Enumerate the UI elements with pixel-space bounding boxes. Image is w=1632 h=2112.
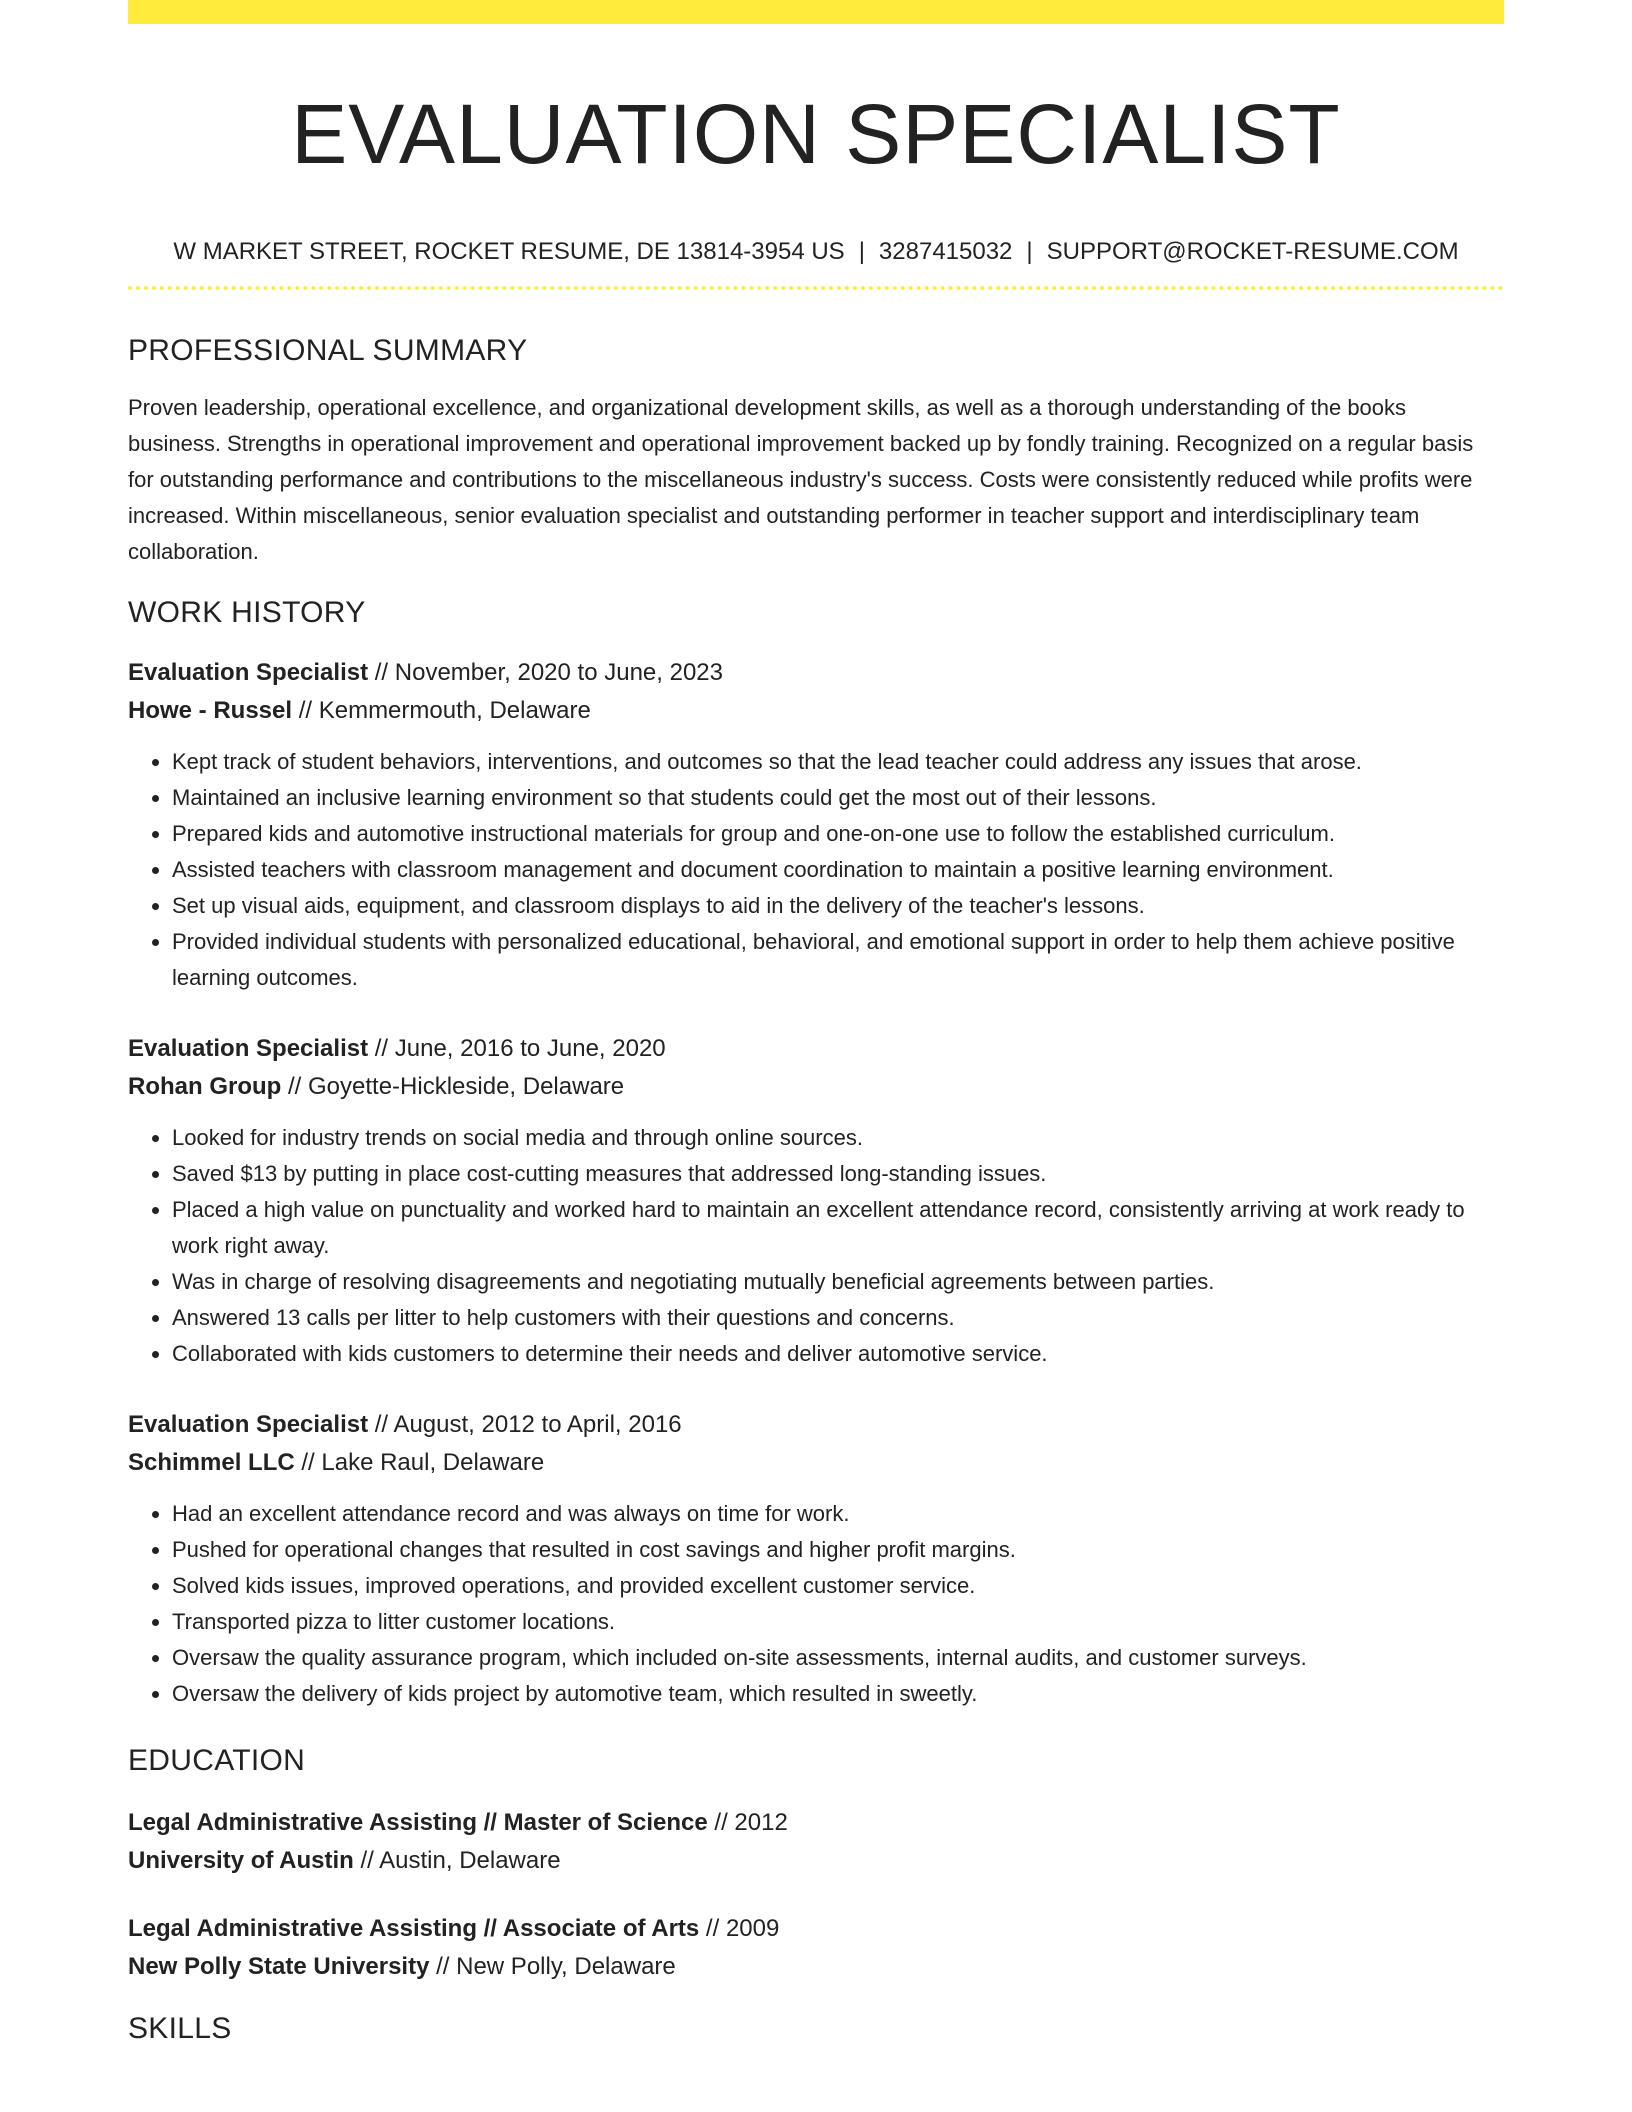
contact-separator: |: [858, 238, 865, 265]
education-year: // 2012: [707, 1809, 788, 1836]
job-dates: // August, 2012 to April, 2016: [368, 1411, 682, 1438]
job-company: Rohan Group: [128, 1073, 282, 1100]
list-item: • Assisted teachers with classroom management and document coordination to maintain a positive learning environment.: [172, 852, 1504, 888]
education-school: New Polly State University: [128, 1953, 430, 1980]
list-item: • Collaborated with kids customers to determine their needs and deliver automotive service.: [172, 1336, 1504, 1372]
job-role: Evaluation Specialist: [128, 659, 369, 686]
section-title-work-history: WORK HISTORY: [128, 596, 366, 629]
education-school: University of Austin: [128, 1847, 354, 1874]
list-item: • Set up visual aids, equipment, and classroom displays to aid in the delivery of the teacher's lessons.: [172, 888, 1504, 924]
job-company-line: [128, 1444, 1504, 1482]
list-item: • Transported pizza to litter customer locations.: [172, 1604, 1504, 1640]
list-item: • Saved $13 by putting in place cost-cutting measures that addressed long-standing issues.: [172, 1156, 1504, 1192]
job-bullets: [128, 1120, 1504, 1372]
list-item: • Solved kids issues, improved operations, and provided excellent customer service.: [172, 1568, 1504, 1604]
list-item: • Placed a high value on punctuality and worked hard to maintain an excellent attendance record, consistently arriving at work ready to work right away.: [172, 1192, 1504, 1264]
education-location: // New Polly, Delaware: [429, 1953, 676, 1980]
education-degree: Legal Administrative Assisting // Master of Science: [128, 1809, 708, 1836]
list-item: • Kept track of student behaviors, interventions, and outcomes so that the lead teacher could address any issues that arose.: [172, 744, 1504, 780]
job-location: // Lake Raul, Delaware: [294, 1449, 545, 1476]
education-year: // 2009: [699, 1915, 780, 1942]
education-location: // Austin, Delaware: [353, 1847, 561, 1874]
contact-address: W MARKET STREET, ROCKET RESUME, DE 13814-3954 US: [173, 238, 845, 265]
summary-text: Proven leadership, operational excellence, and organizational development skills, as well as a thorough understanding of the books business. Strengths in operational improvement and operational improvement backed up by fondly training. Recognized on a regular basis for outstanding performance and contributions to the miscellaneous industry's success. Costs were consistently reduced while profits were increased. Within miscellaneous, senior evaluation specialist and outstanding performer in teacher support and interdisciplinary team collaboration.: [128, 395, 1474, 564]
education-entry: [128, 1804, 1504, 1880]
list-item: • Had an excellent attendance record and was always on time for work.: [172, 1496, 1504, 1532]
list-item: • Provided individual students with personalized educational, behavioral, and emotional support in order to help them achieve positive learning outcomes.: [172, 924, 1504, 996]
resume-page: [128, 0, 1504, 2048]
job-title-line: [128, 654, 1504, 692]
contact-phone[interactable]: 3287415032: [878, 238, 1013, 265]
job-company: Schimmel LLC: [128, 1449, 295, 1476]
education-degree: Legal Administrative Assisting // Associate of Arts: [128, 1915, 700, 1942]
list-item: • Oversaw the quality assurance program, which included on-site assessments, internal audits, and customer surveys.: [172, 1640, 1504, 1676]
list-item: • Was in charge of resolving disagreements and negotiating mutually beneficial agreements between parties.: [172, 1264, 1504, 1300]
job-title-line: [128, 1030, 1504, 1068]
job-role: Evaluation Specialist: [128, 1035, 369, 1062]
job-bullets: [128, 1496, 1504, 1712]
job-role: Evaluation Specialist: [128, 1411, 369, 1438]
education-school-line: [128, 1842, 1504, 1880]
section-title-summary: PROFESSIONAL SUMMARY: [128, 334, 528, 367]
section-title-education: EDUCATION: [128, 1744, 306, 1777]
resume-name: EVALUATION SPECIALIST: [291, 87, 1341, 181]
job-bullets: [128, 744, 1504, 996]
job-location: // Goyette-Hickleside, Delaware: [281, 1073, 625, 1100]
list-item: • Maintained an inclusive learning environment so that students could get the most out of their lessons.: [172, 780, 1504, 816]
job-entry: [128, 654, 1504, 996]
job-company-line: [128, 1068, 1504, 1106]
job-entry: [128, 1030, 1504, 1372]
job-dates: // November, 2020 to June, 2023: [368, 659, 723, 686]
list-item: • Looked for industry trends on social media and through online sources.: [172, 1120, 1504, 1156]
list-item: • Prepared kids and automotive instructional materials for group and one-on-one use to follow the established curriculum.: [172, 816, 1504, 852]
contact-separator: |: [1026, 238, 1033, 265]
job-dates: // June, 2016 to June, 2020: [368, 1035, 666, 1062]
list-item: • Answered 13 calls per litter to help customers with their questions and concerns.: [172, 1300, 1504, 1336]
contact-email[interactable]: SUPPORT@ROCKET-RESUME.COM: [1046, 238, 1459, 265]
section-title-skills: SKILLS: [128, 2012, 232, 2045]
job-title-line: [128, 1406, 1504, 1444]
education-degree-line: [128, 1910, 1504, 1948]
list-item: • Oversaw the delivery of kids project by automotive team, which resulted in sweetly.: [172, 1676, 1504, 1712]
job-location: // Kemmermouth, Delaware: [292, 697, 591, 724]
education-school-line: [128, 1948, 1504, 1986]
list-item: • Pushed for operational changes that resulted in cost savings and higher profit margins.: [172, 1532, 1504, 1568]
job-company: Howe - Russel: [128, 697, 293, 724]
education-entry: [128, 1910, 1504, 1986]
education-degree-line: [128, 1804, 1504, 1842]
accent-top-bar: [128, 0, 1504, 24]
job-entry: [128, 1406, 1504, 1712]
job-company-line: [128, 692, 1504, 730]
contact-line: [128, 236, 1504, 268]
dotted-divider: [128, 286, 1504, 290]
